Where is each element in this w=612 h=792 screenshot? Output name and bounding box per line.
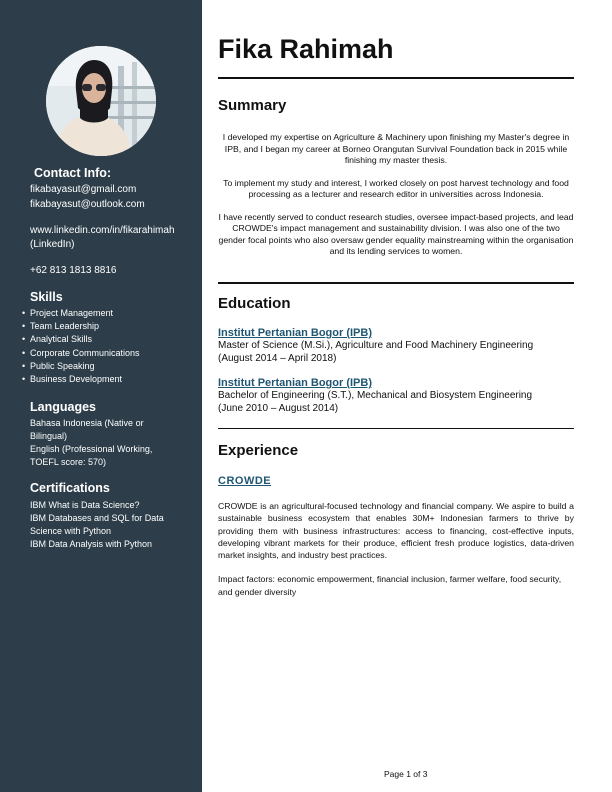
skills-list: [22, 307, 140, 386]
page-number: Page 1 of 3: [384, 769, 428, 779]
candidate-name: Fika Rahimah: [218, 34, 394, 64]
summary-paragraph: I have recently served to conduct research studies, oversee impact-based projects, and lead CROWDE's impact management and sustainability division. I was also one of the two gender focal points who also oversaw gender equality mainstreaming within the organisation and its lending services to women.: [218, 211, 574, 256]
experience-heading: Experience: [218, 442, 299, 459]
summary-paragraph: I developed my expertise on Agriculture & Machinery upon finishing my Master's degree in IPB, and I began my career at Borneo Orangutan Survival Foundation back in 2015 while finishing my master thesis.: [222, 132, 570, 165]
summary-paragraph: To implement my study and interest, I worked closely on post harvest technology and food processing as a lecturer and research editor in universities across Indonesia.: [223, 177, 569, 199]
certifications-list: [30, 499, 190, 551]
contact-heading: Contact Info:: [34, 166, 112, 180]
certification-item: IBM What is Data Science?: [30, 500, 140, 510]
degree-dates: (August 2014 – April 2018): [218, 352, 337, 364]
email-primary[interactable]: fikabayasut@gmail.com: [30, 184, 137, 195]
profile-photo-image: [46, 46, 156, 156]
profile-photo: [46, 46, 156, 156]
sidebar: [0, 0, 202, 792]
divider: [218, 428, 574, 429]
languages-list: [30, 417, 190, 469]
email-secondary[interactable]: fikabayasut@outlook.com: [30, 199, 145, 210]
skills-heading: Skills: [30, 290, 63, 304]
language-item: Bahasa Indonesia (Native or Bilingual): [30, 418, 144, 441]
skill-item: • Project Management: [22, 308, 114, 318]
certification-item: IBM Data Analysis with Python: [30, 539, 153, 549]
degree-text: Bachelor of Engineering (S.T.), Mechanical and Biosystem Engineering: [218, 390, 533, 401]
education-entry: [218, 327, 574, 365]
linkedin-label: (LinkedIn): [30, 239, 75, 250]
summary-heading: Summary: [218, 97, 287, 114]
company-description: CROWDE is an agricultural-focused technology and financial company. We aspire to build a sustainable business ecosystem that enables 30M+ Indonesian farmers to thrive by providing them with business infrastructures: access to financing, cost-effective inputs, developing vibrant markets for their produce, efficient fresh produce logistics, data-driven market insights, and industry best practices.: [218, 501, 574, 561]
skill-item: • Public Speaking: [22, 360, 95, 371]
company-link[interactable]: CROWDE: [218, 475, 272, 487]
language-item: English (Professional Working, TOEFL score: 570): [30, 444, 153, 467]
degree-dates: (June 2010 – August 2014): [218, 402, 339, 414]
education-entry: [218, 377, 574, 415]
school-link[interactable]: Institut Pertanian Bogor (IPB): [218, 377, 372, 389]
skill-item: • Business Development: [22, 373, 123, 384]
school-link[interactable]: Institut Pertanian Bogor (IPB): [218, 327, 372, 339]
divider: [218, 282, 574, 284]
summary-body: [218, 132, 574, 258]
skill-item: • Corporate Communications: [22, 347, 140, 358]
experience-body: [218, 500, 574, 598]
languages-heading: Languages: [30, 400, 96, 414]
certifications-heading: Certifications: [30, 481, 110, 495]
degree-text: Master of Science (M.Si.), Agriculture and Food Machinery Engineering: [218, 340, 534, 351]
phone-number: +62 813 1813 8816: [30, 265, 117, 276]
certification-item: IBM Databases and SQL for Data Science with Python: [30, 513, 164, 536]
education-heading: Education: [218, 295, 291, 312]
skill-item: • Team Leadership: [22, 321, 100, 332]
skill-item: • Analytical Skills: [22, 334, 93, 345]
divider: [218, 77, 574, 79]
company-link-row: [218, 475, 574, 487]
impact-factors: Impact factors: economic empowerment, financial inclusion, farmer welfare, food security, and gender diversity: [218, 574, 562, 597]
linkedin-link[interactable]: www.linkedin.com/in/fikarahimah: [30, 225, 175, 236]
